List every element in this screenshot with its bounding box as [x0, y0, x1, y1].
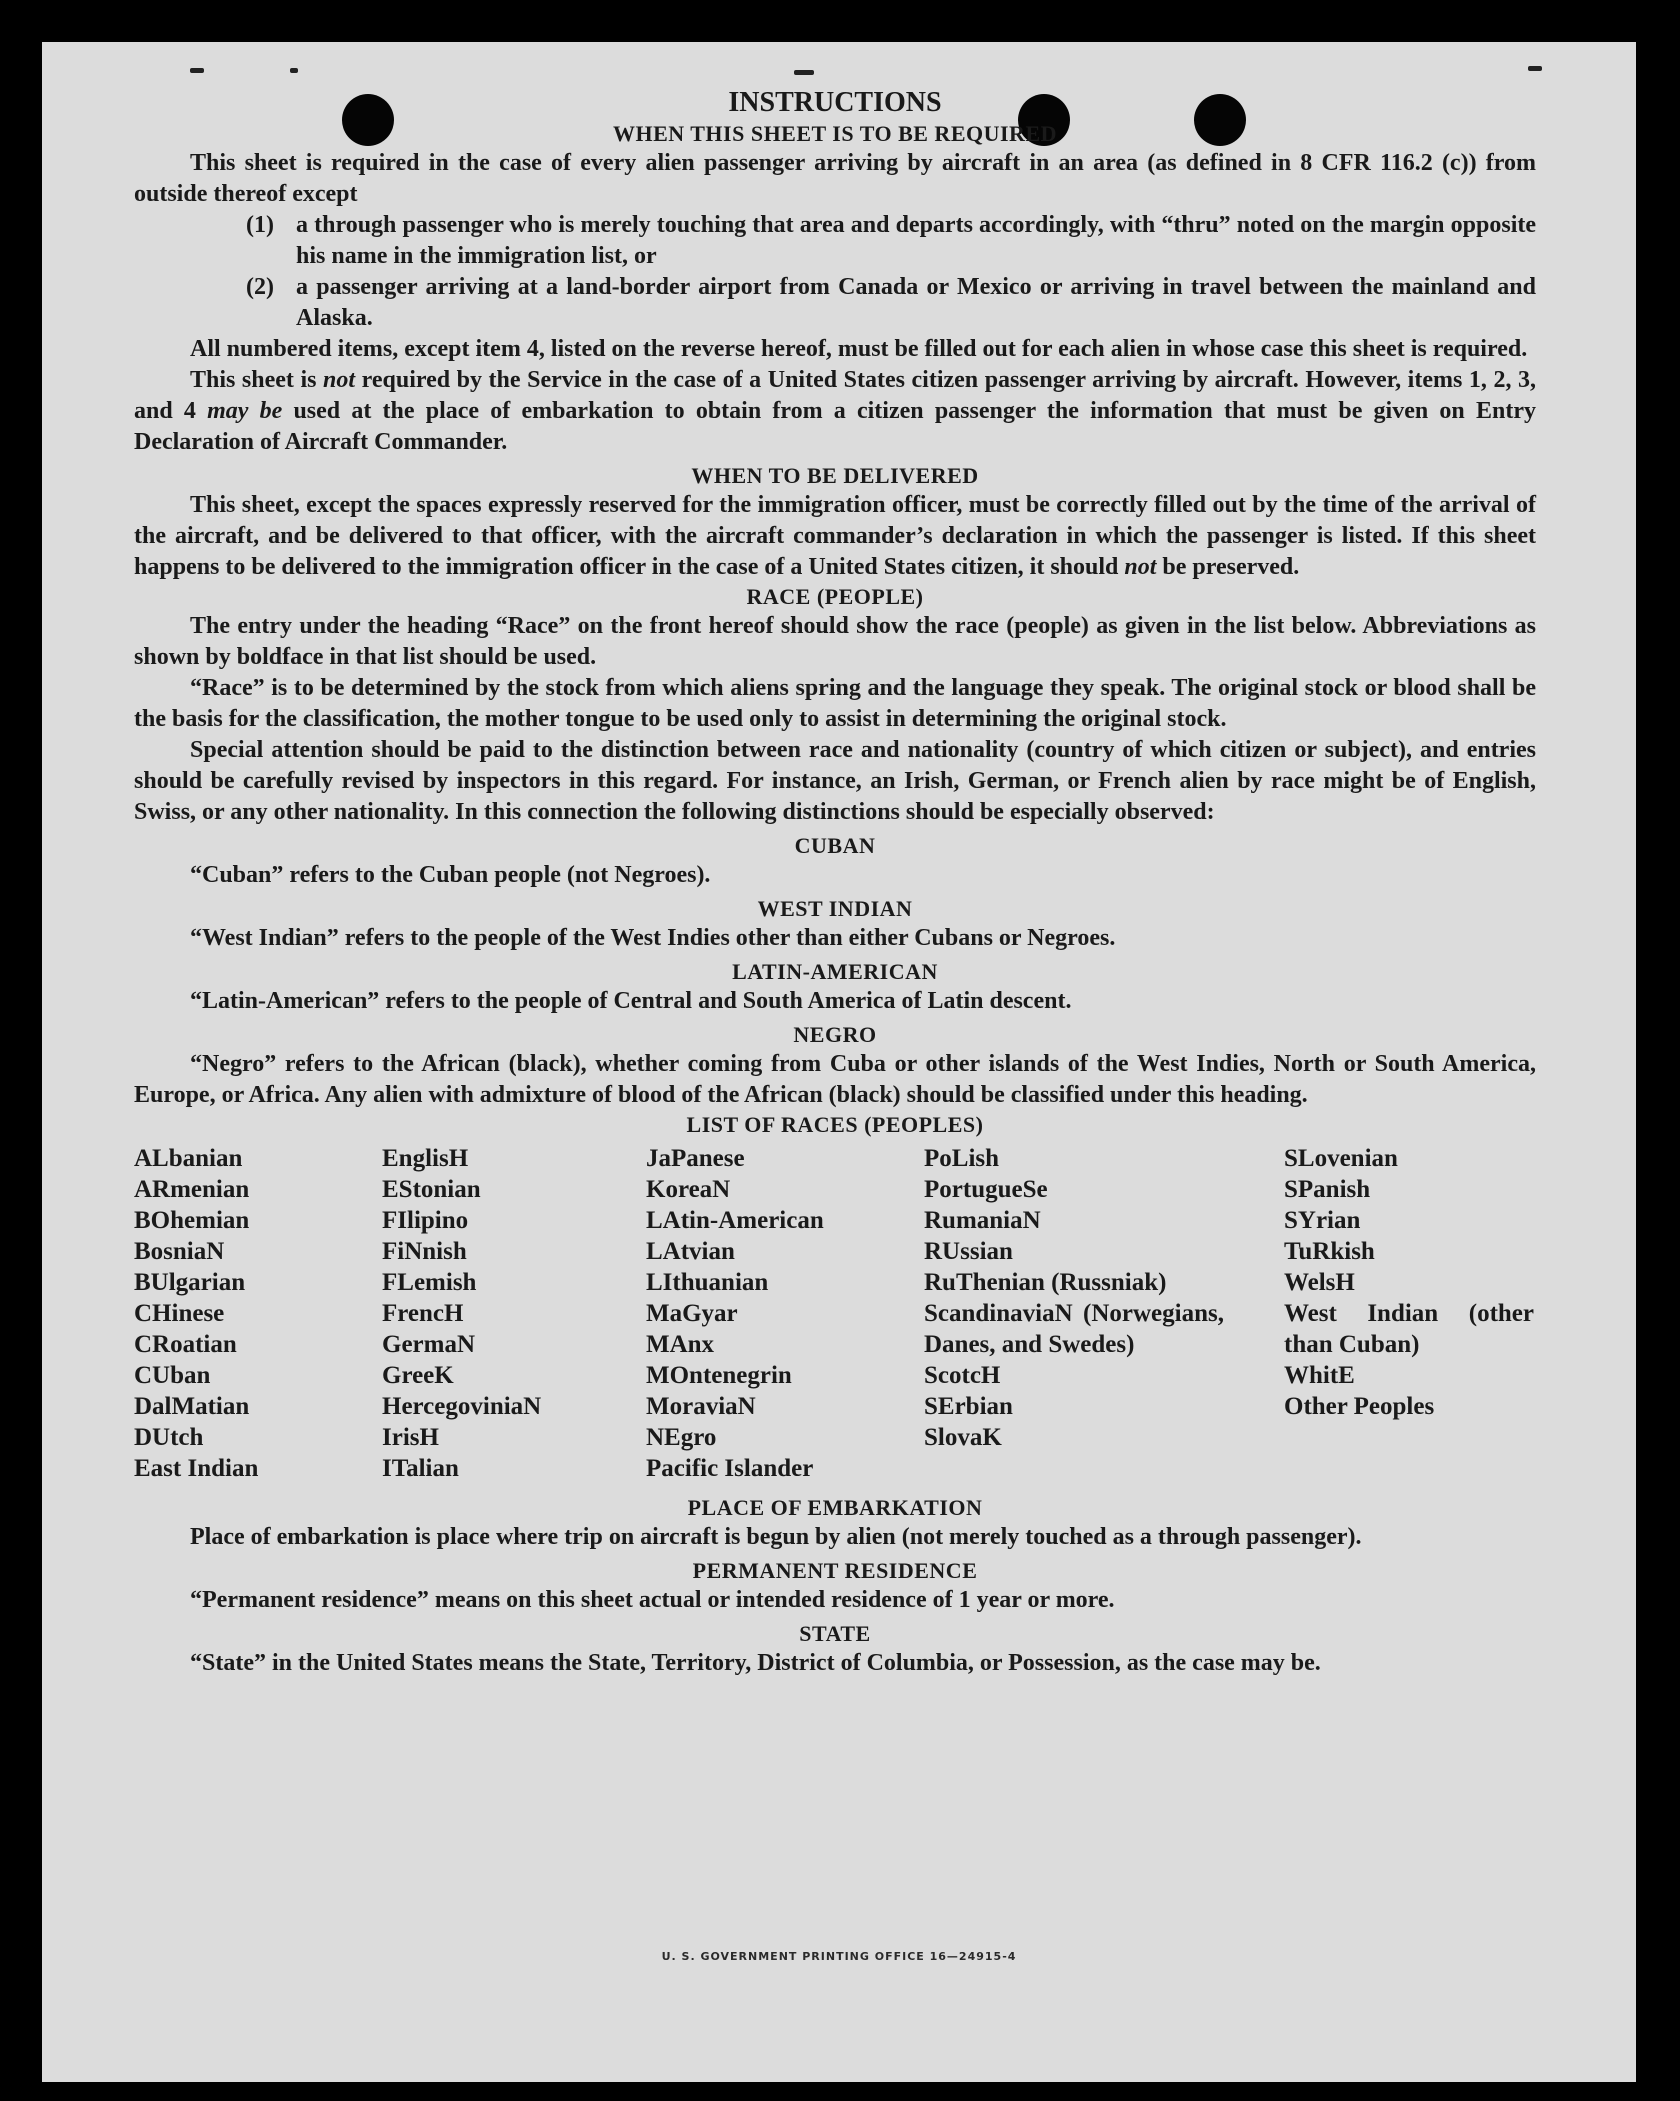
race-entry: BOhemian	[134, 1207, 250, 1234]
race-entry: ALbanian	[134, 1145, 243, 1172]
paragraph: “Race” is to be determined by the stock from which aliens spring and the language they speak. The original stock or blood shall be the basis for the classification, the mother tongue to be used only to assist in determining the original stock.	[134, 675, 1536, 732]
race-entry: MOntenegrin	[646, 1362, 792, 1389]
item-text: a passenger arriving at a land-border airport from Canada or Mexico or arriving in travel between the mainland and Alaska.	[296, 274, 1536, 331]
scan-mark	[794, 70, 814, 75]
section-heading-when-required: WHEN THIS SHEET IS TO BE REQUIRED	[612, 121, 1058, 146]
section-heading-latin-american: LATIN-AMERICAN	[732, 959, 938, 984]
section-heading-west-indian: WEST INDIAN	[757, 896, 913, 921]
scan-mark	[190, 68, 204, 73]
paragraph: The entry under the heading “Race” on the front hereof should show the race (people) as given in the list below. Abbreviations as shown by boldface in that list should be used.	[134, 613, 1536, 670]
race-entry: SPanish	[1284, 1176, 1371, 1203]
paragraph: All numbered items, except item 4, listed on the reverse hereof, must be filled out for each alien in whose case this sheet is required.	[190, 336, 1528, 362]
paragraph: This sheet is not required by the Service in the case of a United States citizen passenger arriving by aircraft. However, items 1, 2, 3, and 4 may be used at the place of embarkation to obtain from a citizen passenger the information that must be given on Entry Declaration of Aircraft Commander.	[134, 367, 1537, 455]
race-entry: EStonian	[382, 1176, 481, 1203]
section-heading-negro: NEGRO	[793, 1022, 877, 1047]
race-entry: MoraviaN	[646, 1393, 756, 1420]
race-column	[924, 1143, 1244, 1484]
item-number: (1)	[246, 212, 274, 238]
race-entry: CRoatian	[134, 1331, 237, 1358]
item-text: a through passenger who is merely touching that area and departs accordingly, with “thru” noted on the margin opposite his name in the immigration list, or	[296, 212, 1536, 269]
scan-mark	[290, 68, 298, 73]
race-entry: SYrian	[1284, 1207, 1361, 1234]
race-entry: IrisH	[382, 1424, 439, 1451]
paragraph: This sheet is required in the case of every alien passenger arriving by aircraft in an area (as defined in 8 CFR 116.2 (c)) from outside thereof except	[134, 150, 1536, 207]
section-heading-race: RACE (PEOPLE)	[746, 584, 924, 609]
race-entry: PortugueSe	[924, 1176, 1048, 1203]
race-entry: DalMatian	[134, 1393, 250, 1420]
definition-text: “Permanent residence” means on this sheet actual or intended residence of 1 year or more.	[190, 1587, 1115, 1613]
race-entry: GermaN	[382, 1331, 476, 1358]
document-sheet	[42, 42, 1636, 2082]
race-column	[646, 1143, 924, 1484]
race-entry: NEgro	[646, 1424, 717, 1451]
race-entry: RuThenian (Russniak)	[924, 1269, 1167, 1296]
paragraph: This sheet, except the spaces expressly reserved for the immigration officer, must be correctly filled out by the time of the arrival of the aircraft, and be delivered to that officer, with the aircraft commander’s declaration in which the passenger is listed. If this sheet happens to be delivered to the immigration officer in the case of a United States citizen, it should not be preserved.	[134, 492, 1536, 580]
race-entry: DUtch	[134, 1424, 204, 1451]
scan-mark	[1528, 66, 1542, 71]
race-entry: HercegoviniaN	[382, 1393, 542, 1420]
race-entry: LIthuanian	[646, 1269, 769, 1296]
race-entry: ITalian	[382, 1455, 459, 1482]
race-entry: KoreaN	[646, 1176, 731, 1203]
section-heading-residence: PERMANENT RESIDENCE	[692, 1558, 978, 1583]
definition-text: “West Indian” refers to the people of the West Indies other than either Cubans or Negroes.	[190, 925, 1116, 951]
definition-text: “State” in the United States means the State, Territory, District of Columbia, or Possession, as the case may be.	[190, 1650, 1321, 1676]
race-list	[134, 1143, 1536, 1484]
race-column	[1284, 1143, 1534, 1484]
printing-office-footer: U. S. GOVERNMENT PRINTING OFFICE 16—24915-4	[661, 1950, 1017, 1963]
race-entry: RUssian	[924, 1238, 1013, 1265]
exception-item	[246, 210, 1536, 272]
section-heading-list-of-races: LIST OF RACES (PEOPLES)	[686, 1112, 984, 1137]
definition-text: “Latin-American” refers to the people of Central and South America of Latin descent.	[190, 988, 1072, 1014]
race-entry: MAnx	[646, 1331, 715, 1358]
race-column	[382, 1143, 646, 1484]
race-entry: East Indian	[134, 1455, 259, 1482]
race-entry: PoLish	[924, 1145, 1000, 1172]
race-entry: FIlipino	[382, 1207, 469, 1234]
race-entry: TuRkish	[1284, 1238, 1375, 1265]
definition-text: “Cuban” refers to the Cuban people (not Negroes).	[190, 862, 711, 888]
definition-text: Place of embarkation is place where trip on aircraft is begun by alien (not merely touched as a through passenger).	[190, 1524, 1362, 1550]
race-entry: FiNnish	[382, 1238, 467, 1265]
race-column	[134, 1143, 382, 1484]
race-entry: EnglisH	[382, 1145, 469, 1172]
race-entry: CUban	[134, 1362, 211, 1389]
item-number: (2)	[246, 274, 274, 300]
race-entry: Pacific Islander	[646, 1455, 814, 1482]
race-entry: SLovenian	[1284, 1145, 1398, 1172]
definition-text: “Negro” refers to the African (black), whether coming from Cuba or other islands of the West Indies, North or South America, Europe, or Africa. Any alien with admixture of blood of the African (black) should be classified under this heading.	[134, 1051, 1536, 1108]
section-heading-state: STATE	[799, 1621, 871, 1646]
race-entry: RumaniaN	[924, 1207, 1041, 1234]
race-entry: BUlgarian	[134, 1269, 246, 1296]
race-entry: GreeK	[382, 1362, 454, 1389]
race-entry: WhitE	[1284, 1362, 1355, 1389]
race-entry: ARmenian	[134, 1176, 250, 1203]
race-entry: LAtin-American	[646, 1207, 824, 1234]
race-entry: Other Peoples	[1284, 1393, 1435, 1420]
page-title: INSTRUCTIONS	[728, 87, 942, 118]
race-entry: ScotcH	[924, 1362, 1001, 1389]
paragraph: Special attention should be paid to the distinction between race and nationality (country of which citizen or subject), and entries should be carefully revised by inspectors in this regard. For instance, an Irish, German, or French alien by race might be of English, Swiss, or any other nationality. In this connection the following distinctions should be especially observed:	[134, 737, 1536, 825]
section-heading-cuban: CUBAN	[794, 833, 876, 858]
race-entry: FrencH	[382, 1300, 464, 1327]
race-entry: SlovaK	[924, 1424, 1002, 1451]
race-entry: CHinese	[134, 1300, 225, 1327]
race-entry: ScandinaviaN (Norwegians, Danes, and Swedes)	[924, 1300, 1224, 1358]
race-entry: FLemish	[382, 1269, 477, 1296]
race-entry: MaGyar	[646, 1300, 738, 1327]
exception-item	[246, 272, 1536, 334]
race-entry: JaPanese	[646, 1145, 745, 1172]
section-heading-embarkation: PLACE OF EMBARKATION	[687, 1495, 983, 1520]
race-entry: BosniaN	[134, 1238, 225, 1265]
race-entry: SErbian	[924, 1393, 1013, 1420]
section-heading-when-delivered: WHEN TO BE DELIVERED	[691, 463, 979, 488]
race-entry: WelsH	[1284, 1269, 1355, 1296]
race-entry: West Indian (other than Cuban)	[1284, 1300, 1534, 1358]
race-entry: LAtvian	[646, 1238, 735, 1265]
instructions-content	[134, 86, 1536, 1679]
